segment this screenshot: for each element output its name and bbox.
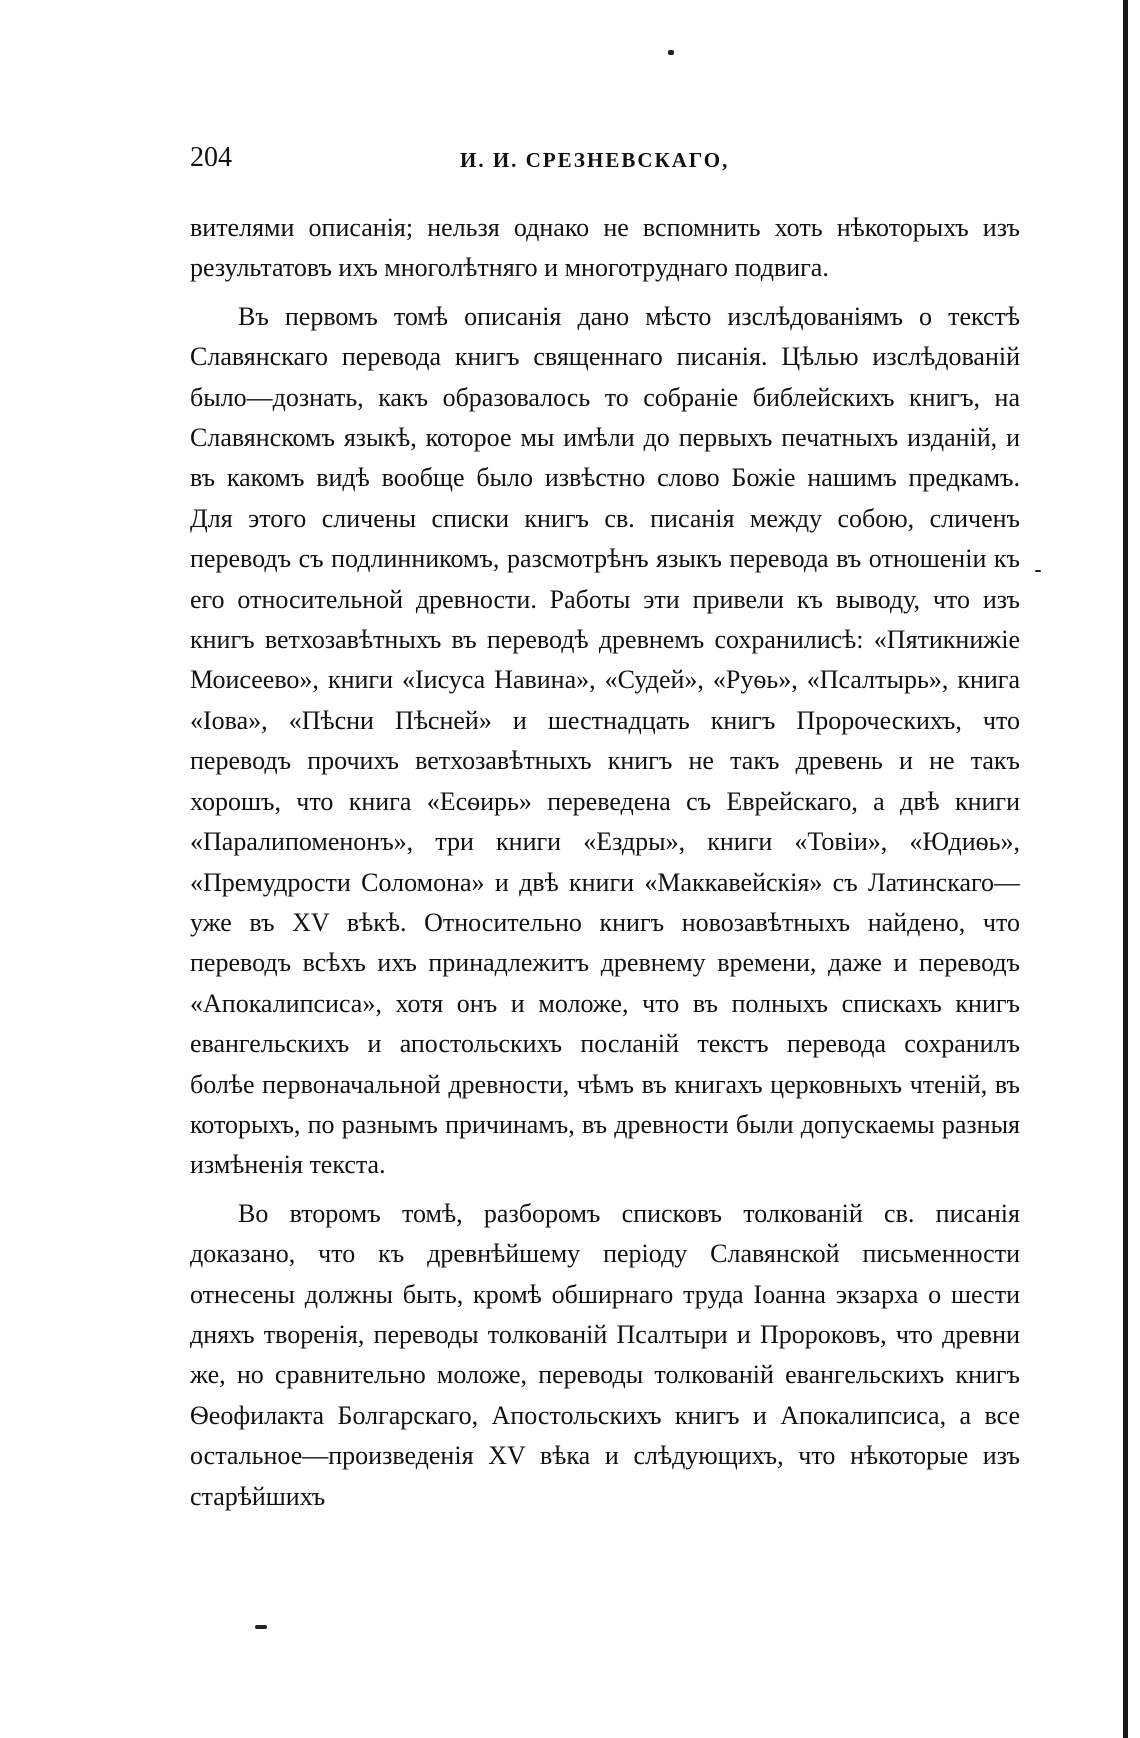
page-number: 204 bbox=[190, 142, 232, 173]
paragraph-continuation: вителями описанія; нельзя однако не вспомнить хоть нѣкоторыхъ изъ результатовъ ихъ многолѣтняго и многотруднаго подвига. bbox=[190, 213, 1020, 283]
scan-speck bbox=[668, 50, 674, 55]
scan-speck bbox=[255, 1625, 267, 1629]
page-body bbox=[190, 208, 1020, 1525]
page-edge-shadow bbox=[1123, 0, 1128, 1738]
scan-speck bbox=[1035, 570, 1041, 572]
paragraph-first-volume: Въ первомъ томѣ описанія дано мѣсто изслѣдованіямъ о текстѣ Славянскаго перевода книгъ священнаго писанія. Цѣлью изслѣдованій было—дознать, какъ образовалось то собраніе библейскихъ книгъ, на Славянскомъ языкѣ, которое мы имѣли до первыхъ печатныхъ изданій, и въ какомъ видѣ вообще было извѣстно слово Божіе нашимъ предкамъ. Для этого сличены списки книгъ св. писанія между собою, сличенъ переводъ съ подлинникомъ, разсмотрѣнъ языкъ перевода въ отношеніи къ его относительной древности. Работы эти привели къ выводу, что изъ книгъ ветхозавѣтныхъ въ переводѣ древнемъ сохранилисѣ: «Пятикнижіе Моисеево», книги «Іисуса Навина», «Судей», «Руѳь», «Псалтырь», книга «Іова», «Пѣсни Пѣсней» и шестнадцать книгъ Пророческихъ, что переводъ прочихъ ветхозавѣтныхъ книгъ не такъ древень и не такъ хорошъ, что книга «Есѳирь» переведена съ Еврейскаго, а двѣ книги «Паралипоменонъ», три книги «Ездры», книги «Товіи», «Юдиѳь», «Премудрости Соломона» и двѣ книги «Маккавейскія» съ Латинскаго—уже въ XV вѣкѣ. Относительно книгъ новозавѣтныхъ найдено, что переводъ всѣхъ ихъ принадлежитъ древнему времени, даже и переводъ «Апокалипсиса», хотя онъ и моложе, что въ полныхъ спискахъ книгъ евангельскихъ и апостольскихъ посланій текстъ перевода сохранилъ болѣе первоначальной древности, чѣмъ въ книгахъ церковныхъ чтеній, въ которыхъ, по разнымъ причинамъ, въ древности были допускаемы разныя измѣненія текста. bbox=[190, 301, 1020, 1180]
running-title: И. И. СРЕЗНЕВСКАГО, bbox=[460, 148, 730, 172]
page-header bbox=[190, 142, 1020, 182]
paragraph-second-volume: Во второмъ томѣ, разборомъ списковъ толкованій св. писанія доказано, что къ древнѣйшему періоду Славянской письменности отнесены должны быть, кромѣ обширнаго труда Іоанна экзарха о шести дняхъ творенія, переводы толкованій Псалтыри и Пророковъ, что древни же, но сравнительно моложе, переводы толкованій евангельскихъ книгъ Ѳеофилакта Болгарскаго, Апостольскихъ книгъ и Апокалипсиса, а все остальное—произведенія XV вѣка и слѣдующихъ, что нѣкоторые изъ старѣйшихъ bbox=[190, 1198, 1020, 1511]
